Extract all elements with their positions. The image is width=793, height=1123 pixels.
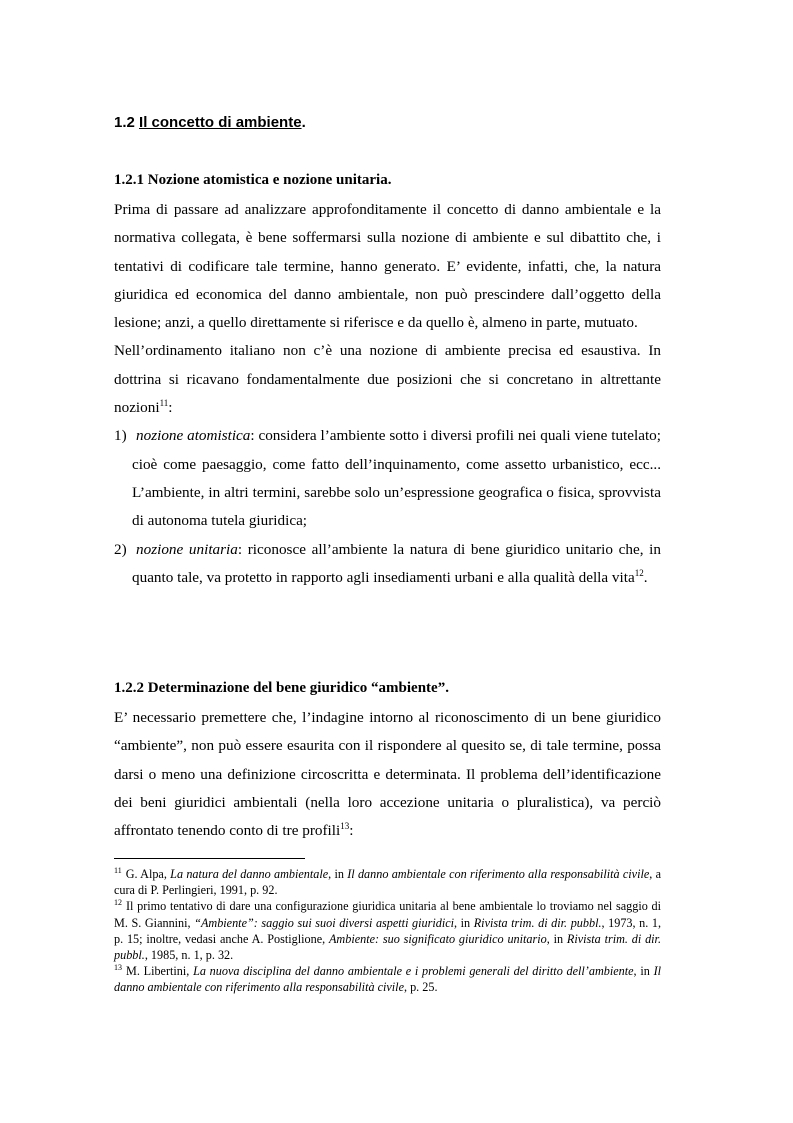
subsection-2-body — [114, 704, 661, 845]
footnote-ref: 12 — [634, 567, 644, 578]
footnote-12: $^{12}$ Il primo tentativo di dare una configurazione giuridica unitaria al bene ambientale lo troviamo nel saggio di M. S. Giannini, “Ambiente”: saggio sui suoi diversi aspetti giuridici, in Rivista trim. di dir. pubbl., 1973, n. 1, p. 15; inoltre, vedasi anche A. Postiglione, Ambiente: suo significato giuridico unitario, in Rivista trim. di dir. pubbl., 1985, n. 1, p. 32. — [114, 898, 662, 963]
section-number: 1.2 — [114, 114, 135, 131]
list-number: 1) — [114, 427, 127, 445]
section-title: Il concetto di ambiente — [139, 114, 302, 131]
footnote-ref: 11 — [159, 398, 169, 409]
subsection-1-body — [114, 196, 661, 592]
paragraph: Prima di passare ad analizzare approfonditamente il concetto di danno ambientale e la normativa collegata, è bene soffermarsi sulla nozione di ambiente e sul dibattito che, i tentativi di codificare tale termine, hanno generato. E’ evidente, infatti, che, la natura giuridica ed economica del danno ambientale, non può prescindere dall’oggetto della lesione; anzi, a quello direttamente si riferisce e da quello è, almeno in parte, mutuato. — [114, 201, 661, 332]
subsection-heading-2: 1.2.2 Determinazione del bene giuridico “ambiente”. — [114, 680, 449, 696]
footnote-ref: 13 — [340, 821, 350, 832]
footnote-separator — [114, 858, 305, 859]
list-number: 2) — [114, 540, 127, 558]
footnotes — [114, 866, 661, 996]
list-term: nozione unitaria — [136, 540, 238, 558]
paragraph: Nell’ordinamento italiano non c’è una nozione di ambiente precisa ed esaustiva. In dottrina si ricavano fondamentalmente due posizioni che si concretano in altrettante nozioni$^{11}$: — [114, 342, 661, 417]
footnote-13: $^{13}$ M. Libertini, La nuova disciplina del danno ambientale e i problemi generali del diritto dell’ambiente, in Il danno ambientale con riferimento alla responsabilità civile, p. 25. — [114, 963, 662, 995]
list-item: 1) nozione atomistica: considera l’ambiente sotto i diversi profili nei quali viene tutelato; cioè come paesaggio, come fatto dell’inquinamento, come assetto urbanistico, ecc... L’ambiente, in altri termini, sarebbe solo un’espressione geografica o fisica, sprovvista di autonoma tutela giuridica; — [114, 422, 661, 535]
subsection-heading-1: 1.2.1 Nozione atomistica e nozione unitaria. — [114, 172, 392, 188]
footnote-11: $^{11}$ G. Alpa, La natura del danno ambientale, in Il danno ambientale con riferimento alla responsabilità civile, a cura di P. Perlingieri, 1991, p. 92. — [114, 866, 662, 898]
list-item: 2) nozione unitaria: riconosce all’ambiente la natura di bene giuridico unitario che, in quanto tale, va protetto in rapporto agli insediamenti urbani e alla qualità della vita$^{12}$. — [114, 536, 661, 593]
section-title-suffix: . — [301, 114, 306, 131]
section-heading — [114, 114, 306, 131]
paragraph: E’ necessario premettere che, l’indagine intorno al riconoscimento di un bene giuridico “ambiente”, non può essere esaurita con il rispondere al quesito se, di tale termine, possa darsi o meno una definizione circoscritta e determinata. Il problema dell’identificazione dei beni giuridici ambientali (nella loro accezione unitaria o pluralistica), va perciò affrontato tenendo conto di tre profili$^{13}$: — [114, 709, 661, 840]
list-term: nozione atomistica — [136, 427, 251, 445]
